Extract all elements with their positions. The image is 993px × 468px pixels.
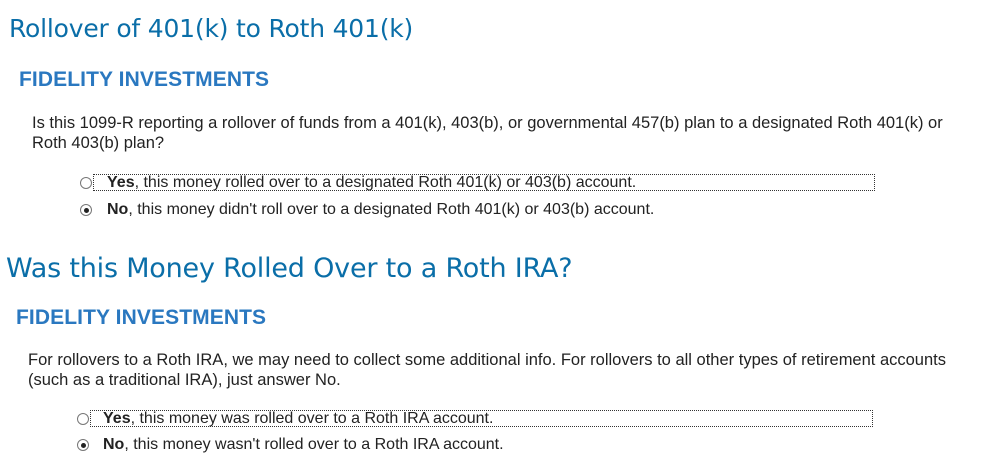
section-title-roth-ira: Was this Money Rolled Over to a Roth IRA? <box>6 253 573 284</box>
option-label <box>103 410 493 428</box>
option-label-rest: , this money didn't roll over to a designated Roth 401(k) or 403(b) account. <box>128 201 655 218</box>
payer-name: FIDELITY INVESTMENTS <box>19 68 270 91</box>
question-text: For rollovers to a Roth IRA, we may need to collect some additional info. For rollovers to all other types of retirement accounts (such as a traditional IRA), just answer No. <box>28 351 946 389</box>
radio-button-unselected[interactable] <box>80 177 92 189</box>
option-label <box>107 201 654 219</box>
option-label-bold: Yes <box>103 410 131 427</box>
radio-button-selected[interactable] <box>80 204 92 216</box>
radio-option-no-roth-401k[interactable] <box>80 201 654 219</box>
option-label-bold: Yes <box>107 174 135 191</box>
radio-button-selected[interactable] <box>77 439 89 451</box>
payer-name: FIDELITY INVESTMENTS <box>16 306 267 329</box>
option-label-rest: , this money wasn't rolled over to a Roth IRA account. <box>124 436 504 453</box>
question-text: Is this 1099-R reporting a rollover of funds from a 401(k), 403(b), or governmental 457(b) plan to a designated Roth 401(k) or Roth 403(b) plan? <box>32 114 943 152</box>
radio-option-yes-roth-ira[interactable] <box>77 410 493 428</box>
option-label-rest: , this money rolled over to a designated Roth 401(k) or 403(b) account. <box>134 174 637 191</box>
option-label-bold: No <box>103 436 125 453</box>
option-label-bold: No <box>107 201 129 218</box>
radio-option-no-roth-ira[interactable] <box>77 436 504 454</box>
option-label <box>103 436 504 454</box>
radio-option-yes-roth-401k[interactable] <box>80 174 636 192</box>
radio-button-unselected[interactable] <box>77 413 89 425</box>
section-title-roth-401k: Rollover of 401(k) to Roth 401(k) <box>9 14 414 43</box>
option-label-rest: , this money was rolled over to a Roth IRA account. <box>130 410 494 427</box>
option-label <box>107 174 636 192</box>
